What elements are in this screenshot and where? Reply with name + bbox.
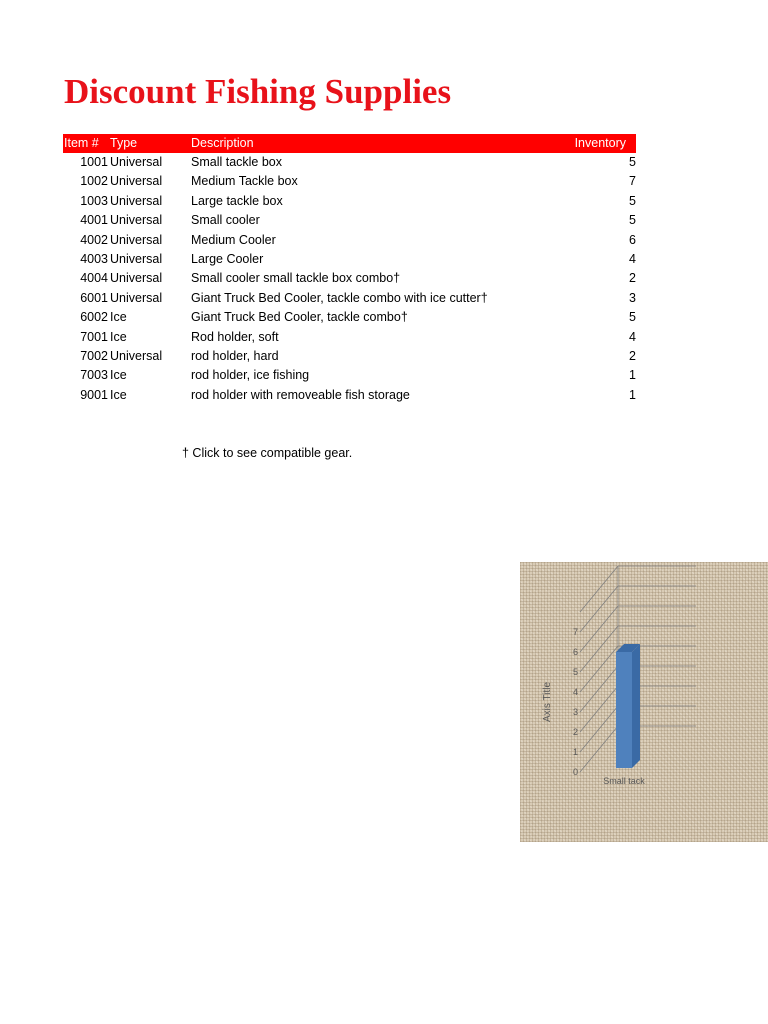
cell-item-number[interactable]: 7003 <box>80 368 108 383</box>
cell-description[interactable]: Medium Tackle box <box>191 174 298 189</box>
cell-description[interactable]: Giant Truck Bed Cooler, tackle combo with ice cutter† <box>191 290 488 305</box>
inventory-table <box>63 134 636 405</box>
cell-type[interactable]: Ice <box>110 310 127 325</box>
y-tick-label: 7 <box>572 627 578 637</box>
cell-type[interactable]: Universal <box>110 193 163 208</box>
cell-inventory[interactable]: 2 <box>629 271 636 286</box>
table-row <box>63 289 636 308</box>
y-tick-label: 0 <box>572 767 578 777</box>
cell-item-number[interactable]: 1001 <box>80 155 108 169</box>
gridline-depth <box>580 686 618 732</box>
cell-inventory[interactable]: 1 <box>629 387 636 402</box>
y-tick-label: 1 <box>572 747 578 757</box>
page-title: Discount Fishing Supplies <box>64 72 452 111</box>
table-row <box>63 269 636 288</box>
cell-item-number[interactable]: 4003 <box>80 251 108 266</box>
footnote: † Click to see compatible gear. <box>182 446 353 460</box>
cell-item-number[interactable]: 6002 <box>80 310 108 325</box>
cell-inventory[interactable]: 7 <box>629 174 636 189</box>
cell-description[interactable]: Small tackle box <box>191 155 283 169</box>
cell-description[interactable]: Medium Cooler <box>191 232 276 247</box>
cell-description[interactable]: Large Cooler <box>191 251 264 266</box>
table-header-row <box>63 134 636 153</box>
bar-side-face <box>632 644 640 768</box>
table-row <box>63 386 636 405</box>
y-tick-label: 3 <box>572 707 578 717</box>
cell-inventory[interactable]: 2 <box>629 348 636 363</box>
cell-inventory[interactable]: 1 <box>629 368 636 383</box>
cell-description[interactable]: rod holder with removeable fish storage <box>191 387 410 402</box>
header-description[interactable]: Description <box>191 136 254 150</box>
y-tick-label: 5 <box>572 667 578 677</box>
cell-inventory[interactable]: 4 <box>629 251 636 266</box>
cell-inventory[interactable]: 4 <box>629 329 636 344</box>
cell-inventory[interactable]: 5 <box>629 155 636 169</box>
y-axis-title: Axis Title <box>542 681 553 723</box>
cell-inventory[interactable]: 5 <box>629 193 636 208</box>
gridline-depth <box>580 626 618 672</box>
cell-type[interactable]: Ice <box>110 368 127 383</box>
cell-description[interactable]: Small cooler <box>191 213 260 228</box>
gridline-depth <box>580 586 618 632</box>
cell-type[interactable]: Universal <box>110 348 163 363</box>
cell-inventory[interactable]: 5 <box>629 213 636 228</box>
gridline-depth <box>580 726 618 772</box>
cell-type[interactable]: Universal <box>110 213 163 228</box>
y-tick-label: 2 <box>572 727 578 737</box>
y-tick-label: 6 <box>572 647 578 657</box>
table-row <box>63 347 636 366</box>
cell-item-number[interactable]: 4001 <box>80 213 108 228</box>
cell-type[interactable]: Ice <box>110 329 127 344</box>
cell-type[interactable]: Universal <box>110 271 163 286</box>
cell-type[interactable]: Universal <box>110 155 163 169</box>
cell-inventory[interactable]: 3 <box>629 290 636 305</box>
cell-item-number[interactable]: 1002 <box>80 174 108 189</box>
table-row <box>63 250 636 269</box>
header-item-number[interactable]: Item # <box>64 136 99 150</box>
inventory-chart[interactable] <box>520 562 768 842</box>
table-row <box>63 172 636 191</box>
x-tick-label: Small tack <box>603 776 645 786</box>
y-tick-label: 4 <box>572 687 578 697</box>
cell-description[interactable]: Giant Truck Bed Cooler, tackle combo† <box>191 310 408 325</box>
table-row <box>63 231 636 250</box>
table-row <box>63 211 636 230</box>
cell-item-number[interactable]: 4002 <box>80 232 108 247</box>
cell-item-number[interactable]: 7001 <box>80 329 108 344</box>
cell-item-number[interactable]: 9001 <box>80 387 108 402</box>
cell-type[interactable]: Universal <box>110 290 163 305</box>
cell-type[interactable]: Ice <box>110 387 127 402</box>
chart-svg <box>520 562 768 842</box>
table-row <box>63 192 636 211</box>
table-row <box>63 308 636 327</box>
cell-description[interactable]: Large tackle box <box>191 193 283 208</box>
cell-item-number[interactable]: 4004 <box>80 271 108 286</box>
bar <box>616 652 632 768</box>
cell-inventory[interactable]: 6 <box>629 232 636 247</box>
gridline-depth <box>580 566 618 612</box>
gridline-depth <box>580 606 618 652</box>
table-row <box>63 366 636 385</box>
table-row <box>63 328 636 347</box>
gridline-depth <box>580 666 618 712</box>
cell-item-number[interactable]: 1003 <box>80 193 108 208</box>
cell-type[interactable]: Universal <box>110 174 163 189</box>
cell-inventory[interactable]: 5 <box>629 310 636 325</box>
table-row <box>63 153 636 172</box>
cell-description[interactable]: Rod holder, soft <box>191 329 279 344</box>
cell-type[interactable]: Universal <box>110 232 163 247</box>
cell-description[interactable]: rod holder, ice fishing <box>191 368 310 383</box>
gridline-depth <box>580 706 618 752</box>
gridline-depth <box>580 646 618 692</box>
table-body <box>63 153 636 405</box>
cell-type[interactable]: Universal <box>110 251 163 266</box>
cell-description[interactable]: Small cooler small tackle box combo† <box>191 271 401 286</box>
cell-item-number[interactable]: 7002 <box>80 348 108 363</box>
cell-description[interactable]: rod holder, hard <box>191 348 279 363</box>
header-type[interactable]: Type <box>110 136 138 150</box>
cell-item-number[interactable]: 6001 <box>80 290 108 305</box>
header-inventory[interactable]: Inventory <box>574 136 626 150</box>
